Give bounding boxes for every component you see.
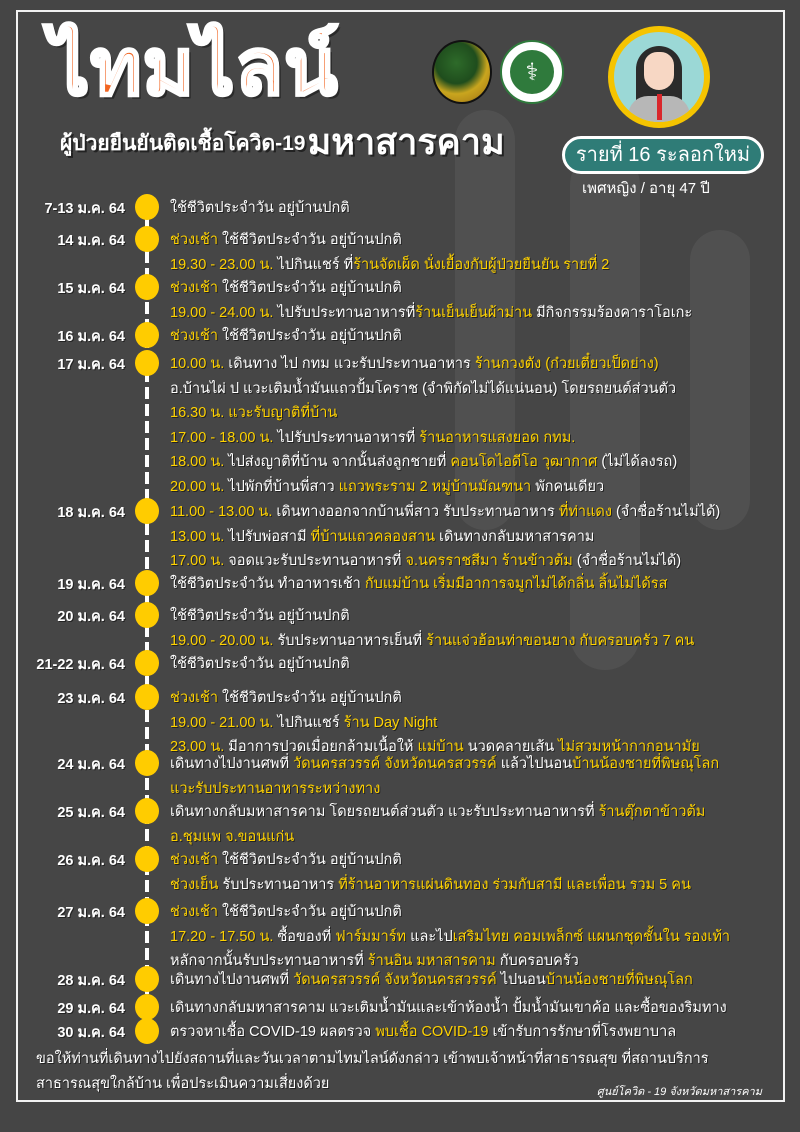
event-text: ไปกินแชร์ bbox=[277, 714, 344, 731]
event-text: ใช้ชีวิตประจำวัน อยู่บ้านปกติ bbox=[222, 232, 402, 248]
timeline-event-line bbox=[170, 276, 402, 299]
page-title: ไทมไลน์ bbox=[50, 23, 339, 111]
event-text: ใช้ชีวิตประจำวัน อยู่บ้านปกติ bbox=[170, 200, 350, 216]
highlighted-text: ที่บ้านแถวคลองสาน bbox=[310, 528, 440, 545]
highlighted-text: ช่วงเช้า bbox=[170, 852, 223, 868]
timeline-dot-icon bbox=[135, 274, 159, 300]
event-text: มีอาการปวดเมื่อยกล้ามเนื้อให้ bbox=[228, 739, 418, 755]
highlighted-text: จ.นครราชสีมา ร้านข้าวต้ม bbox=[405, 553, 577, 569]
case-demographics: เพศหญิง / อายุ 47 ปี bbox=[582, 180, 710, 197]
event-text: แล้วไปนอน bbox=[500, 756, 573, 772]
highlighted-text: ช่วงเช้า bbox=[170, 904, 223, 920]
highlighted-text: ช่วงเย็น bbox=[170, 876, 223, 893]
event-text: ไปรับประทานอาหารที่ bbox=[277, 304, 416, 321]
event-text: ใช้ชีวิตประจำวัน อยู่บ้านปกติ bbox=[222, 852, 402, 868]
timeline-dot-icon bbox=[135, 650, 159, 676]
timeline-dot-icon bbox=[135, 570, 159, 596]
highlighted-text: ร้านตุ๊กตาข้าวต้ม bbox=[598, 804, 706, 820]
timeline-event-line bbox=[170, 900, 402, 923]
highlighted-text: 23.00 น. bbox=[170, 739, 229, 755]
timeline-event-line bbox=[170, 450, 677, 473]
timeline-event-line bbox=[170, 324, 402, 347]
timeline-date: 18 ม.ค. 64 bbox=[57, 505, 125, 521]
timeline-dot-icon bbox=[135, 898, 159, 924]
timeline-event-line bbox=[170, 996, 727, 1019]
timeline-event-line bbox=[170, 377, 676, 400]
highlighted-text: คอนโดไอดีโอ วุฒากาศ bbox=[450, 454, 602, 470]
event-text: (จำชื่อร้านไม่ได้) bbox=[615, 504, 721, 520]
timeline-event-line bbox=[170, 711, 437, 734]
timeline-event-line bbox=[170, 301, 692, 324]
timeline-dot-icon bbox=[135, 602, 159, 628]
highlighted-text: 17.00 น. bbox=[170, 553, 229, 569]
event-text: ไปรับพ่อสามี bbox=[228, 528, 311, 545]
timeline-event-line bbox=[170, 968, 693, 991]
highlighted-text: 11.00 - 13.00 น. bbox=[170, 504, 277, 520]
highlighted-text: เสริมไทย คอมเพล็กซ์ แผนกชุดชั้นใน รองเท้า bbox=[452, 928, 731, 945]
event-text: ไปพักที่บ้านพี่สาว bbox=[228, 478, 339, 495]
highlighted-text: ร้านแจ่วฮ้อนท่าขอนยาง กับครอบครัว 7 คน bbox=[426, 632, 695, 649]
timeline-event-line bbox=[170, 525, 594, 548]
highlighted-text: แม่บ้าน bbox=[417, 739, 468, 755]
event-text: กับครอบครัว bbox=[499, 953, 579, 969]
timeline-dot-icon bbox=[135, 798, 159, 824]
avatar-tie bbox=[657, 94, 662, 120]
timeline-date: 17 ม.ค. 64 bbox=[57, 357, 125, 373]
event-text: ใช้ชีวิตประจำวัน ทำอาหารเช้า bbox=[170, 576, 365, 592]
timeline-dot-icon bbox=[135, 194, 159, 220]
timeline-dot-icon bbox=[135, 994, 159, 1020]
advisory-note: ขอให้ท่านที่เดินทางไปยังสถานที่และวันเวลาตามไทมไลน์ดังกล่าว เข้าพบเจ้าหน้าที่สาธารณสุข ที่สถานบริการสาธารณสุขใกล้บ้าน เพื่อประเมินความเสี่ยงด้วย bbox=[36, 1051, 709, 1092]
highlighted-text: วัดนครสวรรค์ จังหวัดนครสวรรค์ bbox=[293, 756, 501, 772]
highlighted-text: ร้านอิน มหาสารคาม bbox=[367, 953, 500, 969]
background-decoration bbox=[690, 230, 750, 530]
subtitle-province: มหาสารคาม bbox=[307, 121, 505, 162]
timeline-date: 29 ม.ค. 64 bbox=[57, 1001, 125, 1017]
avatar-face bbox=[644, 52, 674, 90]
event-text: หลักจากนั้นรับประทานอาหารที่ bbox=[170, 953, 368, 969]
timeline-event-line bbox=[170, 572, 667, 595]
timeline-date: 21-22 ม.ค. 64 bbox=[36, 657, 125, 673]
event-text: (จำชื่อร้านไม่ได้) bbox=[576, 553, 682, 569]
event-text: เดินทางไปงานศพที่ bbox=[170, 756, 294, 772]
timeline-event-line bbox=[170, 752, 719, 775]
highlighted-text: ที่ท่าแดง bbox=[558, 504, 616, 520]
highlighted-text: บ้านน้องชายที่พิษณุโลก bbox=[572, 756, 720, 772]
highlighted-text: ช่วงเช้า bbox=[170, 328, 223, 344]
timeline-date: 26 ม.ค. 64 bbox=[57, 853, 125, 869]
event-text: มีกิจกรรมร้องคาราโอเกะ bbox=[536, 304, 693, 321]
subtitle bbox=[60, 121, 505, 162]
timeline-event-line bbox=[170, 873, 691, 896]
event-text: เดินทางไปงานศพที่ bbox=[170, 972, 294, 988]
timeline-dot-icon bbox=[135, 322, 159, 348]
timeline-date: 24 ม.ค. 64 bbox=[57, 757, 125, 773]
timeline-dot-icon bbox=[135, 350, 159, 376]
timeline-date: 14 ม.ค. 64 bbox=[57, 233, 125, 249]
highlighted-text: ช่วงเช้า bbox=[170, 232, 223, 248]
highlighted-text: พบเชื้อ COVID-19 bbox=[375, 1024, 493, 1040]
timeline-dot-icon bbox=[135, 226, 159, 252]
highlighted-text: 19.00 - 20.00 น. bbox=[170, 632, 278, 649]
event-text: ใช้ชีวิตประจำวัน อยู่บ้านปกติ bbox=[222, 328, 402, 344]
timeline-date: 16 ม.ค. 64 bbox=[57, 329, 125, 345]
highlighted-text: 19.00 - 21.00 น. bbox=[170, 714, 278, 731]
timeline-date: 25 ม.ค. 64 bbox=[57, 805, 125, 821]
timeline-event-line bbox=[170, 604, 350, 627]
event-text: อ.บ้านไผ่ ป แวะเติมน้ำมันแถวปั้มโคราช (จำพิกัดไม่ได้แน่นอน) โดยรถยนต์ส่วนตัว bbox=[170, 380, 677, 397]
event-text: เดินทางกลับมหาสารคาม โดยรถยนต์ส่วนตัว แวะรับประทานอาหารที่ bbox=[170, 804, 599, 820]
timeline-dot-icon bbox=[135, 498, 159, 524]
timeline-dot-icon bbox=[135, 1018, 159, 1044]
highlighted-text: อ.ชุมแพ จ.ขอนแก่น bbox=[170, 828, 295, 845]
event-text: เข้ารับการรักษาที่โรงพยาบาล bbox=[492, 1024, 677, 1040]
event-text: เดินทางกลับมหาสารคาม bbox=[439, 528, 595, 545]
highlighted-text: ร้านกวงตัง (ก๋วยเตี๋ยวเป็ดย่าง) bbox=[474, 356, 659, 372]
highlighted-text: 19.30 - 23.00 น. bbox=[170, 256, 278, 273]
event-text: ไปรับประทานอาหารที่ bbox=[277, 429, 420, 446]
timeline-event-line bbox=[170, 1020, 676, 1043]
event-text: ไปนอน bbox=[500, 972, 546, 988]
caduceus-icon: ⚕ bbox=[510, 50, 554, 94]
highlighted-text: 17.20 - 17.50 น. bbox=[170, 928, 278, 945]
highlighted-text: 19.00 - 24.00 น. bbox=[170, 304, 278, 321]
highlighted-text: ที่ร้านอาหารแผ่นดินทอง ร่วมกับสามี และเพื่อน รวม 5 คน bbox=[338, 876, 691, 893]
highlighted-text: 16.30 น. แวะรับญาติที่บ้าน bbox=[170, 405, 338, 421]
source-credit: ศูนย์โควิด - 19 จังหวัดมหาสารคาม bbox=[596, 1086, 762, 1098]
timeline-event-line bbox=[170, 475, 604, 498]
highlighted-text: ช่วงเช้า bbox=[170, 280, 223, 296]
highlighted-text: วัดนครสวรรค์ จังหวัดนครสวรรค์ bbox=[293, 972, 501, 988]
highlighted-text: 18.00 น. bbox=[170, 454, 229, 470]
highlighted-text: บ้านน้องชายที่พิษณุโลก bbox=[545, 972, 693, 988]
highlighted-text: ช่วงเช้า bbox=[170, 690, 223, 706]
timeline-date: 15 ม.ค. 64 bbox=[57, 281, 125, 297]
event-text: ไปกินแชร์ ที่ bbox=[277, 256, 354, 273]
timeline-event-line bbox=[170, 426, 575, 449]
timeline-event-line bbox=[170, 848, 402, 871]
patient-avatar bbox=[608, 26, 710, 128]
highlighted-text: ไม่สวมหน้ากากอนามัย bbox=[558, 739, 700, 755]
event-text: ตรวจหาเชื้อ COVID-19 ผลตรวจ bbox=[170, 1024, 376, 1040]
highlighted-text: ฟาร์มมาร์ท bbox=[335, 928, 411, 945]
subtitle-prefix: ผู้ป่วยยืนยันติดเชื้อโควิด-19 bbox=[60, 132, 306, 155]
timeline-event-line bbox=[170, 401, 337, 424]
highlighted-text: 20.00 น. bbox=[170, 478, 229, 495]
event-text: จอดแวะรับประทานอาหารที่ bbox=[228, 553, 406, 569]
event-text: ใช้ชีวิตประจำวัน อยู่บ้านปกติ bbox=[170, 608, 350, 624]
highlighted-text: กับแม่บ้าน เริ่มมีอาการจมูกไม่ได้กลิ่น ลิ้นไม่ได้รส bbox=[364, 576, 668, 592]
timeline-dot-icon bbox=[135, 966, 159, 992]
highlighted-text: ร้าน Day Night bbox=[343, 714, 438, 731]
timeline-event-line bbox=[170, 549, 681, 572]
highlighted-text: 17.00 - 18.00 น. bbox=[170, 429, 278, 446]
event-text: ไปส่งญาติที่บ้าน จากนั้นส่งลูกชายที่ bbox=[228, 454, 451, 470]
highlighted-text: แถวพระราม 2 หมู่บ้านมัณฑนา bbox=[338, 478, 536, 495]
timeline-dot-icon bbox=[135, 846, 159, 872]
timeline-event-line bbox=[170, 352, 659, 375]
highlighted-text: แวะรับประทานอาหารระหว่างทาง bbox=[170, 780, 381, 797]
timeline-date: 27 ม.ค. 64 bbox=[57, 905, 125, 921]
highlighted-text: ร้านอาหารแสงยอด กทม. bbox=[419, 429, 576, 446]
event-text: นวดคลายเส้น bbox=[467, 739, 559, 755]
case-number-badge: รายที่ 16 ระลอกใหม่ bbox=[562, 136, 764, 174]
timeline-date: 7-13 ม.ค. 64 bbox=[44, 201, 125, 217]
timeline-event-line bbox=[170, 629, 694, 652]
highlighted-text: 10.00 น. bbox=[170, 356, 229, 372]
provincial-emblem-icon bbox=[432, 40, 492, 104]
timeline-date: 20 ม.ค. 64 bbox=[57, 609, 125, 625]
event-text: ใช้ชีวิตประจำวัน อยู่บ้านปกติ bbox=[222, 904, 402, 920]
event-text: เดินทางออกจากบ้านพี่สาว รับประทานอาหาร bbox=[276, 504, 559, 520]
event-text: รับประทานอาหารเย็นที่ bbox=[277, 632, 427, 649]
timeline-event-line bbox=[170, 228, 402, 251]
timeline-dot-icon bbox=[135, 684, 159, 710]
highlighted-text: ร้านจัดเผ็ด นั่งเยื้องกับผู้ป่วยยืนยัน รายที่ 2 bbox=[353, 256, 610, 273]
timeline-event-line bbox=[170, 196, 350, 219]
event-text: ใช้ชีวิตประจำวัน อยู่บ้านปกติ bbox=[222, 690, 402, 706]
timeline-event-line bbox=[170, 925, 730, 948]
timeline-date: 30 ม.ค. 64 bbox=[57, 1025, 125, 1041]
event-text: เดินทาง ไป กทม แวะรับประทานอาหาร bbox=[228, 356, 475, 372]
timeline-date: 23 ม.ค. 64 bbox=[57, 691, 125, 707]
event-text: เดินทางกลับมหาสารคาม แวะเติมน้ำมันและเข้าห้องน้ำ ปั้มน้ำมันเขาค้อ และซื้อของริมทาง bbox=[170, 1000, 727, 1016]
event-text: รับประทานอาหาร bbox=[222, 876, 339, 893]
timeline-event-line bbox=[170, 500, 720, 523]
timeline-event-line bbox=[170, 652, 350, 675]
timeline-event-line bbox=[170, 800, 705, 823]
event-text: (ไม่ได้ลงรถ) bbox=[601, 454, 678, 470]
ministry-of-public-health-logo-icon bbox=[500, 40, 564, 104]
timeline-event-line bbox=[170, 777, 380, 800]
event-text: พักคนเดียว bbox=[535, 478, 605, 495]
highlighted-text: ร้านเย็นเย็นผ้าม่าน bbox=[415, 304, 537, 321]
timeline-dot-icon bbox=[135, 750, 159, 776]
timeline-date: 28 ม.ค. 64 bbox=[57, 973, 125, 989]
timeline-event-line bbox=[170, 825, 294, 848]
event-text: ใช้ชีวิตประจำวัน อยู่บ้านปกติ bbox=[170, 656, 350, 672]
event-text: ซื้อของที่ bbox=[277, 928, 336, 945]
highlighted-text: 13.00 น. bbox=[170, 528, 229, 545]
timeline-event-line bbox=[170, 686, 402, 709]
timeline-event-line bbox=[170, 253, 609, 276]
timeline-date: 19 ม.ค. 64 bbox=[57, 577, 125, 593]
event-text: ใช้ชีวิตประจำวัน อยู่บ้านปกติ bbox=[222, 280, 402, 296]
event-text: และไป bbox=[410, 928, 453, 945]
